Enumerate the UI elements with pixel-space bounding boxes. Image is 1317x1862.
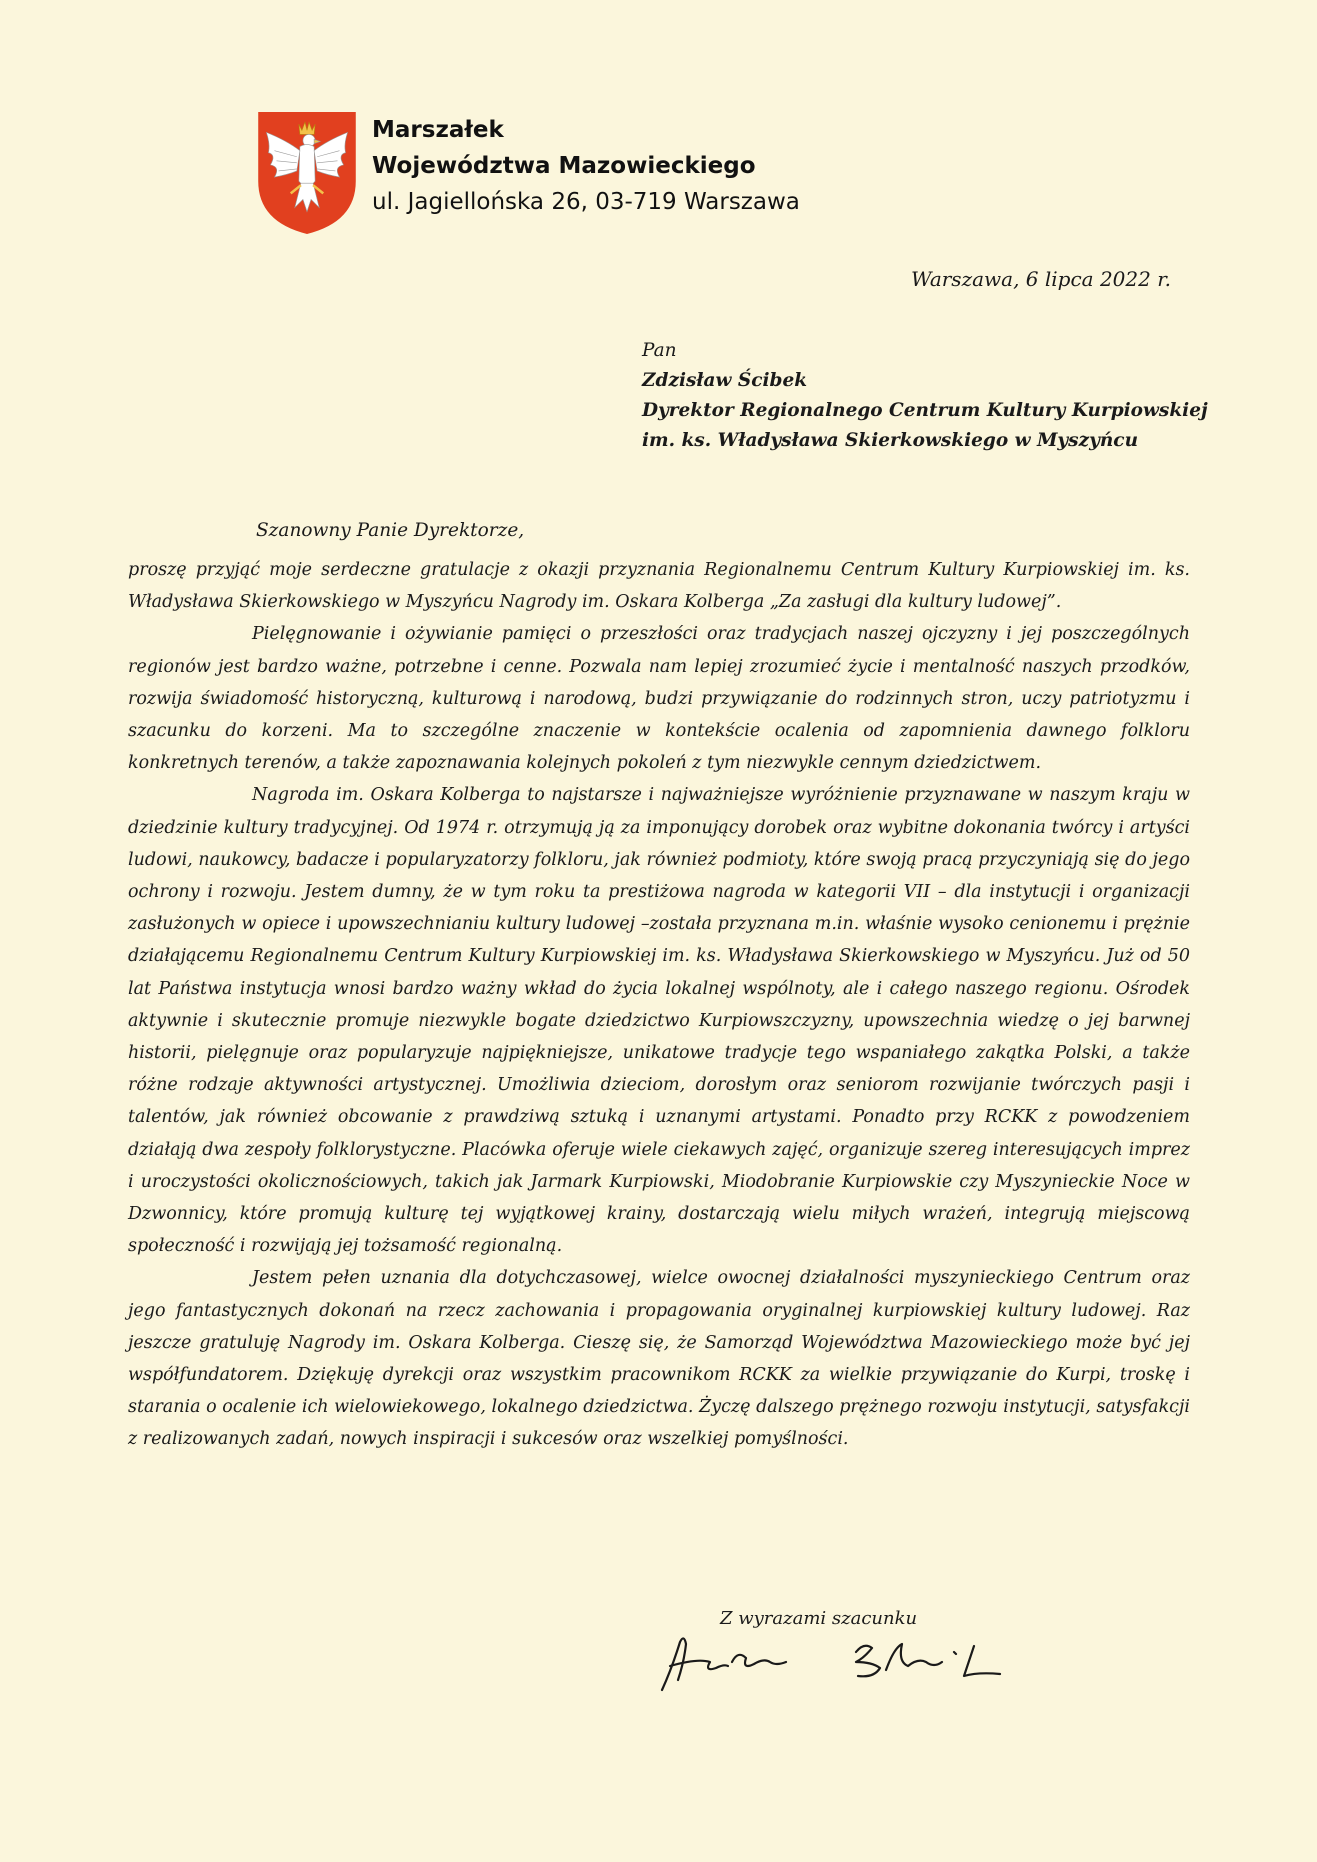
body-paragraph: Jestem pełen uznania dla dotychczasowej, wielce owocnej działalności myszynieckiego Centrum oraz jego fantastycznych dokonań na rzecz zachowania i propagowania oryginalnej kurpiowskiej kultury ludowej. Raz jeszcze gratuluję Nagrody im. Oskara Kolberga. Cieszę się, że Samorząd Województwa Mazowieckiego może być jej współfundatorem. Dziękuję dyrekcji oraz wszystkim pracownikom RCKK za wielkie przywiązanie do Kurpi, troskę i starania o ocalenie ich wielowiekowego, lokalnego dziedzictwa. Życzę dalszego prężnego rozwoju instytucji, satysfakcji z realizowanych zadań, nowych inspiracji i sukcesów oraz wszelkiej pomyślności. [128,1268,1190,1450]
letterhead-address: ul. Jagiellońska 26, 03-719 Warszawa [372,189,800,215]
closing-formula: Z wyrazami szacunku [720,1608,918,1629]
mazovia-eagle-crest-icon [256,110,358,236]
letterhead-title: Marszałek [372,117,504,143]
addressee-role: Dyrektor Regionalnego Centrum Kultury Kurpiowskiej [642,400,1208,421]
addressee-name: Zdzisław Ścibek [642,370,808,391]
body-paragraph: Nagroda im. Oskara Kolberga to najstarsze i najważniejsze wyróżnienie przyznawane w naszym kraju w dziedzinie kultury tradycyjnej. Od 1974 r. otrzymują ją za imponujący dorobek oraz wybitne dokonania twórcy i artyści ludowi, naukowcy, badacze i popularyzatorzy folkloru, jak również podmioty, które swoją pracą przyczyniają się do jego ochrony i rozwoju. Jestem dumny, że w tym roku ta prestiżowa nagroda w kategorii VII – dla instytucji i organizacji zasłużonych w opiece i upowszechnianiu kultury ludowej –została przyznana m.in. właśnie wysoko cenionemu i prężnie działającemu Regionalnemu Centrum Kultury Kurpiowskiej im. ks. Władysława Skierkowskiego w Myszyńcu. Już od 50 lat Państwa instytucja wnosi bardzo ważny wkład do życia lokalnej wspólnoty, ale i całego naszego regionu. Ośrodek aktywnie i skutecznie promuje niezwykle bogate dziedzictwo Kurpiowszczyzny, upowszechnia wiedzę o jej barwnej historii, pielęgnuje oraz popularyzuje najpiękniejsze, unikatowe tradycje tego wspaniałego zakątka Polski, a także różne rodzaje aktywności artystycznej. Umożliwia dzieciom, dorosłym oraz seniorom rozwijanie twórczych pasji i talentów, jak również obcowanie z prawdziwą sztuką i uznanymi artystami. Ponadto przy RCKK z powodzeniem działają dwa zespoły folklorystyczne. Placówka oferuje wiele ciekawych zajęć, organizuje szereg interesujących imprez i uroczystości okolicznościowych, takich jak Jarmark Kurpiowski, Miodobranie Kurpiowskie czy Myszynieckie Noce w Dzwonnicy, które promują kulturę tej wyjątkowej krainy, dostarczają wielu miłych wrażeń, integrują miejscową społeczność i rozwijają jej tożsamość regionalną. [128,785,1190,1257]
addressee-institution: im. ks. Władysława Skierkowskiego w Myszyńcu [642,430,1139,451]
body-paragraph: proszę przyjąć moje serdeczne gratulacje z okazji przyznania Regionalnemu Centrum Kultury Kurpiowskiej im. ks. Władysława Skierkowskiego w Myszyńcu Nagrody im. Oskara Kolberga „Za zasługi dla kultury ludowej”. [128,560,1190,613]
body-paragraph: Pielęgnowanie i ożywianie pamięci o przeszłości oraz tradycjach naszej ojczyzny i jej poszczególnych regionów jest bardzo ważne, potrzebne i cenne. Pozwala nam lepiej zrozumieć życie i mentalność naszych przodków, rozwija świadomość historyczną, kulturową i narodową, budzi przywiązanie do rodzinnych stron, uczy patriotyzmu i szacunku do korzeni. Ma to szczególne znaczenie w kontekście ocalenia od zapomnienia dawnego folkloru konkretnych terenów, a także zapoznawania kolejnych pokoleń z tym niezwykle cennym dziedzictwem. [128,624,1190,774]
letter-body [128,554,1190,1456]
letterhead [372,112,800,220]
addressee-block [642,336,1208,456]
letter-date: Warszawa, 6 lipca 2022 r. [911,267,1171,291]
salutation: Szanowny Panie Dyrektorze, [256,520,525,541]
addressee-title: Pan [642,340,677,361]
letterhead-office: Województwa Mazowieckiego [372,153,756,179]
handwritten-signature-icon [658,1628,1026,1698]
